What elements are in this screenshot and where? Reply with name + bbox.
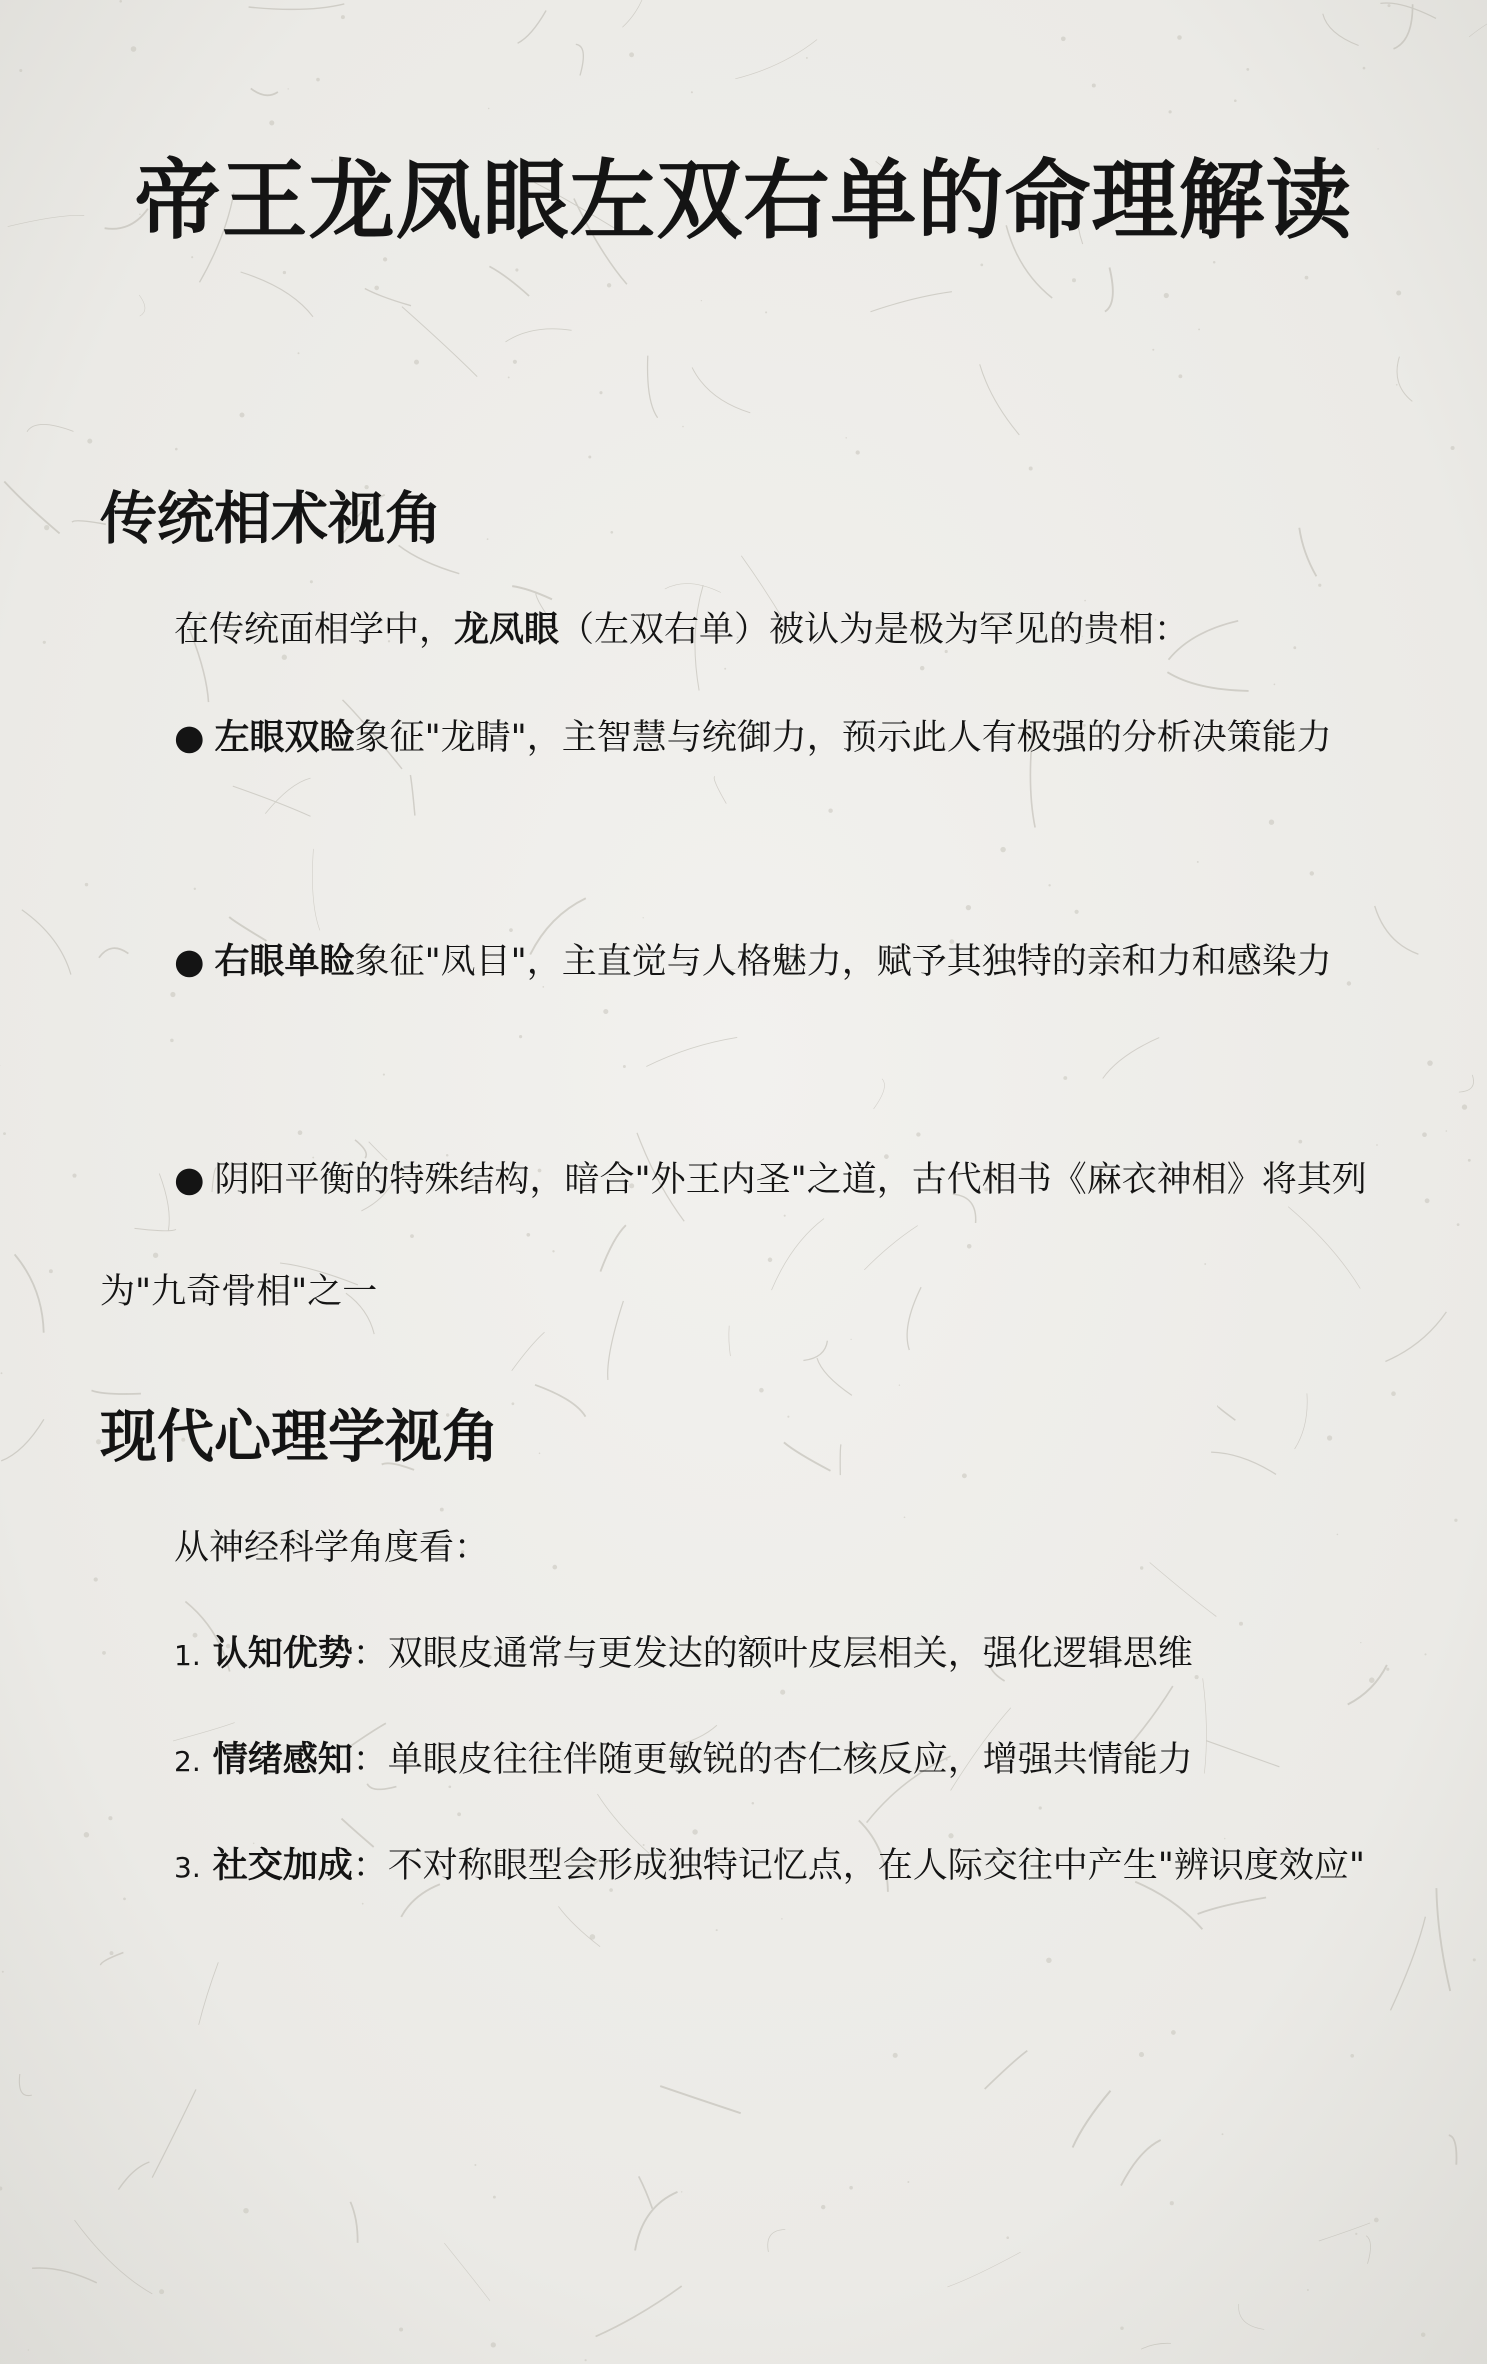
bullet-dot-icon: ● (174, 718, 205, 758)
item-text: ：不对称眼型会形成独特记忆点，在人际交往中产生"辨识度效应" (352, 1846, 1365, 1886)
item-bold-term: 情绪感知 (212, 1740, 353, 1780)
intro-text: （左双右单）被认为是极为罕见的贵相： (559, 610, 1190, 650)
bullet-text: 象征"龙睛"，主智慧与统御力，预示此人有极强的分析决策能力 (354, 718, 1332, 758)
modern-intro-paragraph: 从神经科学角度看： (174, 1528, 490, 1568)
bullet-item (100, 1124, 1390, 1348)
intro-text: 在传统面相学中， (174, 610, 455, 650)
item-bold-term: 社交加成 (212, 1846, 353, 1886)
bullet-bold-term: 右眼单睑 (214, 942, 355, 982)
item-bold-term: 认知优势 (212, 1634, 353, 1674)
item-text: ：单眼皮往往伴随更敏锐的杏仁核反应，增强共情能力 (352, 1740, 1193, 1780)
item-number: 1. (174, 1639, 201, 1672)
item-number: 2. (174, 1745, 201, 1778)
traditional-intro-paragraph (100, 600, 1390, 660)
numbered-item (100, 1598, 1390, 1712)
numbered-item (100, 1704, 1390, 1818)
item-number: 3. (174, 1851, 201, 1884)
bullet-dot-icon: ● (174, 942, 205, 982)
page-title: 帝王龙凤眼左双右单的命理解读 (134, 151, 1353, 251)
item-text: ：双眼皮通常与更发达的额叶皮层相关，强化逻辑思维 (352, 1634, 1193, 1674)
section-heading-traditional: 传统相术视角 (100, 486, 442, 552)
bullet-text: 象征"凤目"，主直觉与人格魅力，赋予其独特的亲和力和感染力 (354, 942, 1332, 982)
bullet-text: 阴阳平衡的特殊结构，暗合"外王内圣"之道，古代相书《麻衣神相》将其列为"九奇骨相"之一 (100, 1160, 1367, 1312)
bullet-bold-term: 左眼双睑 (214, 718, 355, 758)
section-heading-modern: 现代心理学视角 (100, 1404, 499, 1470)
bullet-item (100, 682, 1390, 794)
bullet-item (100, 906, 1390, 1018)
bullet-dot-icon: ● (174, 1160, 205, 1200)
intro-bold-term: 龙凤眼 (454, 610, 560, 650)
numbered-item (100, 1810, 1390, 1924)
